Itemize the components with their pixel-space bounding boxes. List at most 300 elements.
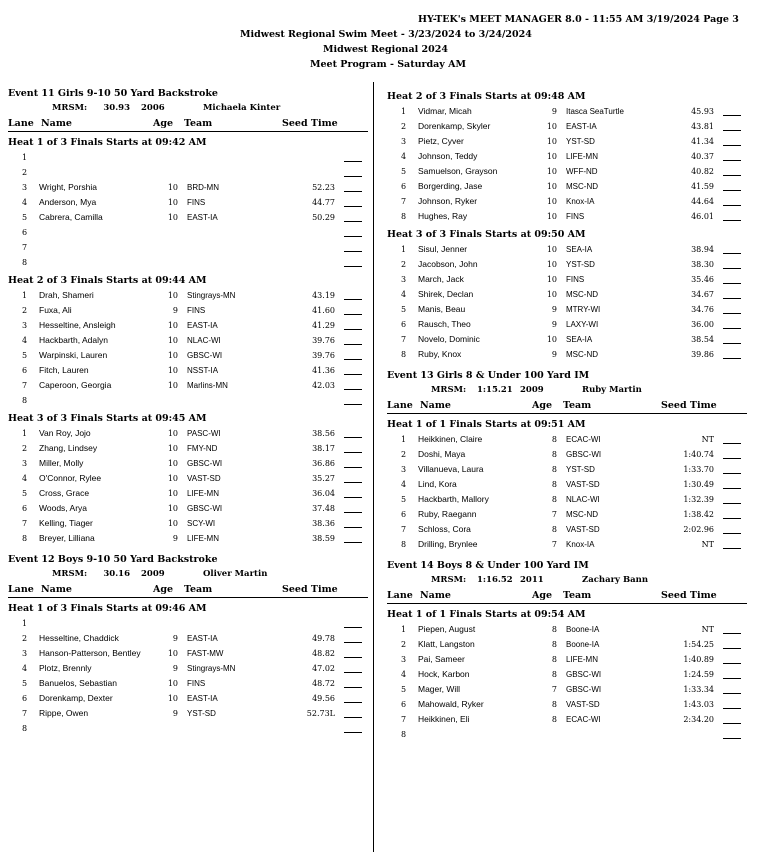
entry-row [8,255,368,270]
meet-record-row [387,573,747,588]
swimmer-team: MSC-ND [566,350,598,359]
column-header-team: Team [563,590,592,601]
swimmer-age: 10 [167,519,178,528]
swimmer-age: 9 [172,709,178,718]
seed-time: 38.17 [312,444,335,453]
entry-row [387,332,747,347]
seed-time: 1:33.34 [683,685,714,694]
column-header-name: Name [420,590,451,601]
lane-number: 4 [22,336,28,345]
seed-time: 2:34.20 [683,715,714,724]
entry-row [387,194,747,209]
entry-row [8,691,368,706]
lane-number: 4 [401,670,407,679]
swimmer-team: NSST-IA [187,366,219,375]
result-blank-line [723,503,741,504]
entry-row [387,347,747,362]
swimmer-team: Boone-IA [566,640,600,649]
result-blank-line [723,633,741,634]
swimmer-name: Hock, Karbon [418,669,470,679]
meet-record-holder: Ruby Martin [582,385,642,395]
result-blank-line [344,206,362,207]
meet-record-time: 1:16.52 [477,575,513,585]
seed-time: 41.36 [312,366,335,375]
lane-number: 7 [401,335,407,344]
result-blank-line [723,328,741,329]
lane-number: 6 [401,320,407,329]
seed-time: 1:38.42 [683,510,714,519]
event-title: Event 11 Girls 9-10 50 Yard Backstroke [8,88,218,99]
result-blank-line [723,283,741,284]
seed-time: 39.76 [312,336,335,345]
column-header-row [387,398,747,414]
seed-time: 34.67 [691,290,714,299]
lane-number: 8 [22,724,28,733]
entry-row [8,721,368,736]
entry-row [387,697,747,712]
lane-number: 5 [22,213,28,222]
seed-time: 39.86 [691,350,714,359]
swimmer-name: Wright, Porshia [39,182,97,192]
entry-row [8,441,368,456]
swimmer-team: PASC-WI [187,429,221,438]
result-blank-line [344,482,362,483]
left-column [8,86,368,742]
report-header-session: Meet Program - Saturday AM [310,59,467,70]
lane-number: 5 [22,679,28,688]
meet-record-time: 30.16 [103,569,130,579]
result-blank-line [344,702,362,703]
swimmer-team: YST-SD [566,137,595,146]
seed-time: 52.23 [312,183,335,192]
lane-number: 8 [22,534,28,543]
lane-number: 2 [22,444,28,453]
meet-record-label: MRSM: [431,575,467,585]
swimmer-name: March, Jack [418,274,464,284]
entry-row [387,712,747,727]
meet-record-row [387,383,747,398]
swimmer-age: 8 [551,465,557,474]
seed-time: 38.30 [691,260,714,269]
lane-number: 6 [401,182,407,191]
swimmer-age: 10 [167,183,178,192]
entry-row [8,195,368,210]
entry-row [8,303,368,318]
lane-number: 2 [22,306,28,315]
entry-row [8,631,368,646]
seed-time: 44.64 [691,197,714,206]
entry-row [387,622,747,637]
swimmer-name: Fitch, Lauren [39,365,89,375]
swimmer-team: Knox-IA [566,197,595,206]
seed-time: 43.19 [312,291,335,300]
result-blank-line [723,488,741,489]
swimmer-team: VAST-SD [566,525,600,534]
column-header-age: Age [532,400,553,411]
result-blank-line [723,738,741,739]
column-divider [373,82,374,852]
swimmer-age: 10 [167,694,178,703]
seed-time: 1:32.39 [683,495,714,504]
swimmer-team: FINS [187,306,206,315]
column-header-lane: Lane [8,118,34,129]
seed-time: 38.36 [312,519,335,528]
entry-row [387,164,747,179]
entry-row [387,652,747,667]
swimmer-name: Pietz, Cyver [418,136,464,146]
entry-row [387,667,747,682]
entry-row [8,378,368,393]
swimmer-name: Dorenkamp, Skyler [418,121,491,131]
result-blank-line [723,358,741,359]
swimmer-name: Lind, Kora [418,479,457,489]
swimmer-team: EAST-IA [566,122,597,131]
lane-number: 1 [22,153,28,162]
swimmer-age: 9 [172,634,178,643]
swimmer-team: MSC-ND [566,182,598,191]
meet-record-time: 30.93 [103,103,130,113]
meet-record-label: MRSM: [52,103,88,113]
lane-number: 5 [22,351,28,360]
seed-time: 40.37 [691,152,714,161]
entry-row [387,522,747,537]
result-blank-line [723,313,741,314]
swimmer-team: MTRY-WI [566,305,601,314]
swimmer-team: EAST-IA [187,321,218,330]
lane-number: 4 [401,152,407,161]
entry-row [8,180,368,195]
swimmer-name: Doshi, Maya [418,449,466,459]
swimmer-age: 10 [546,197,557,206]
swimmer-team: SCY-WI [187,519,216,528]
result-blank-line [723,443,741,444]
swimmer-age: 10 [167,321,178,330]
entry-row [387,447,747,462]
entry-row [387,462,747,477]
entry-row [387,119,747,134]
entry-row [8,333,368,348]
lane-number: 1 [401,625,407,634]
lane-number: 6 [22,228,28,237]
result-blank-line [723,160,741,161]
swimmer-name: Ruby, Knox [418,349,462,359]
swimmer-team: Stingrays-MN [187,291,236,300]
entry-row [8,240,368,255]
swimmer-name: Hesseltine, Ansleigh [39,320,116,330]
result-blank-line [344,542,362,543]
swimmer-team: SEA-IA [566,335,593,344]
swimmer-team: MSC-ND [566,290,598,299]
event-title: Event 12 Boys 9-10 50 Yard Backstroke [8,554,218,565]
heat-title: Heat 2 of 3 Finals Starts at 09:44 AM [8,275,207,286]
heat-title: Heat 3 of 3 Finals Starts at 09:50 AM [387,229,586,240]
swimmer-age: 9 [172,664,178,673]
lane-number: 8 [22,396,28,405]
swimmer-name: Van Roy, Jojo [39,428,91,438]
lane-number: 4 [22,664,28,673]
swimmer-name: Johnson, Teddy [418,151,478,161]
swimmer-age: 10 [546,245,557,254]
seed-time: 41.59 [691,182,714,191]
column-header-seed: Seed Time [661,400,717,411]
entry-row [387,209,747,224]
result-blank-line [344,512,362,513]
swimmer-name: Heikkinen, Claire [418,434,483,444]
lane-number: 3 [401,275,407,284]
result-blank-line [344,467,362,468]
result-blank-line [723,130,741,131]
lane-number: 1 [401,245,407,254]
result-blank-line [723,648,741,649]
swimmer-name: Banuelos, Sebastian [39,678,117,688]
result-blank-line [344,642,362,643]
swimmer-name: Dorenkamp, Dexter [39,693,113,703]
result-blank-line [344,329,362,330]
event-title: Event 14 Boys 8 & Under 100 Yard IM [387,560,589,571]
lane-number: 7 [401,525,407,534]
entry-row [387,432,747,447]
entry-row [8,165,368,180]
result-blank-line [344,497,362,498]
swimmer-team: GBSC-WI [566,670,602,679]
seed-time: 1:24.59 [683,670,714,679]
entry-row [8,471,368,486]
lane-number: 6 [22,694,28,703]
swimmer-team: Itasca SeaTurtle [566,107,624,116]
swimmer-team: FINS [187,679,206,688]
result-blank-line [723,220,741,221]
swimmer-team: YST-SD [187,709,216,718]
swimmer-age: 7 [551,540,557,549]
column-header-lane: Lane [8,584,34,595]
swimmer-age: 9 [551,305,557,314]
swimmer-age: 10 [167,649,178,658]
result-blank-line [723,205,741,206]
seed-time: 45.93 [691,107,714,116]
swimmer-name: Cross, Grace [39,488,90,498]
result-blank-line [723,145,741,146]
result-blank-line [344,236,362,237]
column-header-lane: Lane [387,590,413,601]
swimmer-team: FINS [187,198,206,207]
heat-title: Heat 1 of 1 Finals Starts at 09:54 AM [387,609,586,620]
lane-number: 4 [22,474,28,483]
column-header-name: Name [41,584,72,595]
swimmer-team: LIFE-MN [187,489,219,498]
seed-time: 49.78 [312,634,335,643]
swimmer-age: 10 [546,182,557,191]
swimmer-team: LIFE-MN [566,655,598,664]
lane-number: 3 [22,459,28,468]
result-blank-line [344,627,362,628]
result-blank-line [723,253,741,254]
swimmer-name: Novelo, Dominic [418,334,480,344]
lane-number: 5 [401,305,407,314]
lane-number: 6 [22,366,28,375]
lane-number: 6 [401,510,407,519]
meet-record-label: MRSM: [431,385,467,395]
lane-number: 7 [22,709,28,718]
heat-title: Heat 1 of 1 Finals Starts at 09:51 AM [387,419,586,430]
swimmer-age: 10 [167,366,178,375]
swimmer-team: LIFE-MN [187,534,219,543]
swimmer-age: 8 [551,640,557,649]
meet-record-row [8,101,368,116]
swimmer-name: Plotz, Brennly [39,663,92,673]
swimmer-name: Rausch, Theo [418,319,471,329]
swimmer-name: Anderson, Mya [39,197,97,207]
lane-number: 3 [401,655,407,664]
swimmer-age: 9 [172,534,178,543]
swimmer-team: SEA-IA [566,245,593,254]
seed-time: 43.81 [691,122,714,131]
swimmer-team: FMY-ND [187,444,218,453]
swimmer-age: 8 [551,625,557,634]
seed-time: 49.56 [312,694,335,703]
swimmer-name: Kelling, Tiager [39,518,93,528]
column-header-team: Team [184,118,213,129]
lane-number: 2 [22,168,28,177]
result-blank-line [723,723,741,724]
entry-row [387,317,747,332]
entry-row [8,150,368,165]
lane-number: 7 [401,197,407,206]
entry-row [8,210,368,225]
swimmer-age: 10 [167,504,178,513]
seed-time: 41.29 [312,321,335,330]
swimmer-age: 7 [551,510,557,519]
lane-number: 1 [22,619,28,628]
seed-time: 44.77 [312,198,335,207]
seed-time: 47.02 [312,664,335,673]
lane-number: 1 [401,435,407,444]
entry-row [387,272,747,287]
swimmer-name: Zhang, Lindsey [39,443,98,453]
result-blank-line [723,458,741,459]
swimmer-age: 10 [167,679,178,688]
swimmer-age: 10 [546,137,557,146]
seed-time: 41.34 [691,137,714,146]
lane-number: 1 [401,107,407,116]
entry-row [8,426,368,441]
swimmer-name: Cabrera, Camilla [39,212,103,222]
meet-record-holder: Zachary Bann [582,575,649,585]
result-blank-line [344,314,362,315]
lane-number: 2 [401,122,407,131]
swimmer-team: LIFE-MN [566,152,598,161]
swimmer-age: 10 [167,213,178,222]
swimmer-age: 9 [551,107,557,116]
seed-time: 35.27 [312,474,335,483]
swimmer-team: VAST-SD [566,480,600,489]
swimmer-age: 10 [546,122,557,131]
lane-number: 8 [401,212,407,221]
meet-record-time: 1:15.21 [477,385,513,395]
result-blank-line [344,176,362,177]
swimmer-team: VAST-SD [566,700,600,709]
lane-number: 1 [22,291,28,300]
result-blank-line [723,548,741,549]
swimmer-age: 10 [546,335,557,344]
lane-number: 5 [401,167,407,176]
swimmer-name: Drilling, Brynlee [418,539,478,549]
swimmer-age: 8 [551,480,557,489]
event-title: Event 13 Girls 8 & Under 100 Yard IM [387,370,590,381]
seed-time: 38.94 [691,245,714,254]
lane-number: 7 [22,243,28,252]
report-header-title: Midwest Regional 2024 [323,44,448,55]
swimmer-name: Hackbarth, Adalyn [39,335,108,345]
result-blank-line [344,299,362,300]
seed-time: 48.72 [312,679,335,688]
swimmer-team: MSC-ND [566,510,598,519]
result-blank-line [344,452,362,453]
result-blank-line [344,374,362,375]
lane-number: 8 [401,730,407,739]
entry-row [8,363,368,378]
swimmer-age: 10 [546,290,557,299]
heat-title: Heat 1 of 3 Finals Starts at 09:42 AM [8,137,207,148]
swimmer-team: GBSC-WI [187,351,223,360]
lane-number: 7 [401,715,407,724]
swimmer-name: Piepen, August [418,624,476,634]
column-header-name: Name [41,118,72,129]
meet-record-year: 2006 [141,103,165,113]
swimmer-team: EAST-IA [187,634,218,643]
seed-time: 38.59 [312,534,335,543]
result-blank-line [723,693,741,694]
report-header-meet: Midwest Regional Swim Meet - 3/23/2024 to 3/24/2024 [240,29,532,40]
swimmer-name: Klatt, Langston [418,639,475,649]
lane-number: 8 [401,350,407,359]
result-blank-line [723,175,741,176]
seed-time: 36.86 [312,459,335,468]
lane-number: 5 [22,489,28,498]
swimmer-name: Pai, Sameer [418,654,465,664]
entry-row [387,287,747,302]
column-header-seed: Seed Time [282,584,338,595]
swimmer-name: Hughes, Ray [418,211,468,221]
lane-number: 3 [401,137,407,146]
lane-number: 5 [401,685,407,694]
entry-row [387,507,747,522]
meet-record-year: 2009 [141,569,165,579]
lane-number: 2 [401,450,407,459]
swimmer-team: NLAC-WI [187,336,221,345]
lane-number: 3 [401,465,407,474]
swimmer-name: Samuelson, Grayson [418,166,498,176]
entry-row [8,516,368,531]
meet-record-holder: Michaela Kinter [203,103,281,113]
spacer [387,742,747,748]
swimmer-age: 10 [546,212,557,221]
lane-number: 7 [22,519,28,528]
result-blank-line [344,359,362,360]
swimmer-age: 10 [167,198,178,207]
swimmer-age: 10 [546,275,557,284]
swimmer-age: 10 [546,152,557,161]
result-blank-line [723,343,741,344]
lane-number: 8 [22,258,28,267]
entry-row [8,616,368,631]
swimmer-name: Manis, Beau [418,304,466,314]
swimmer-age: 8 [551,450,557,459]
result-blank-line [723,115,741,116]
swimmer-team: Stingrays-MN [187,664,236,673]
entry-row [387,134,747,149]
lane-number: 2 [401,260,407,269]
result-blank-line [344,437,362,438]
